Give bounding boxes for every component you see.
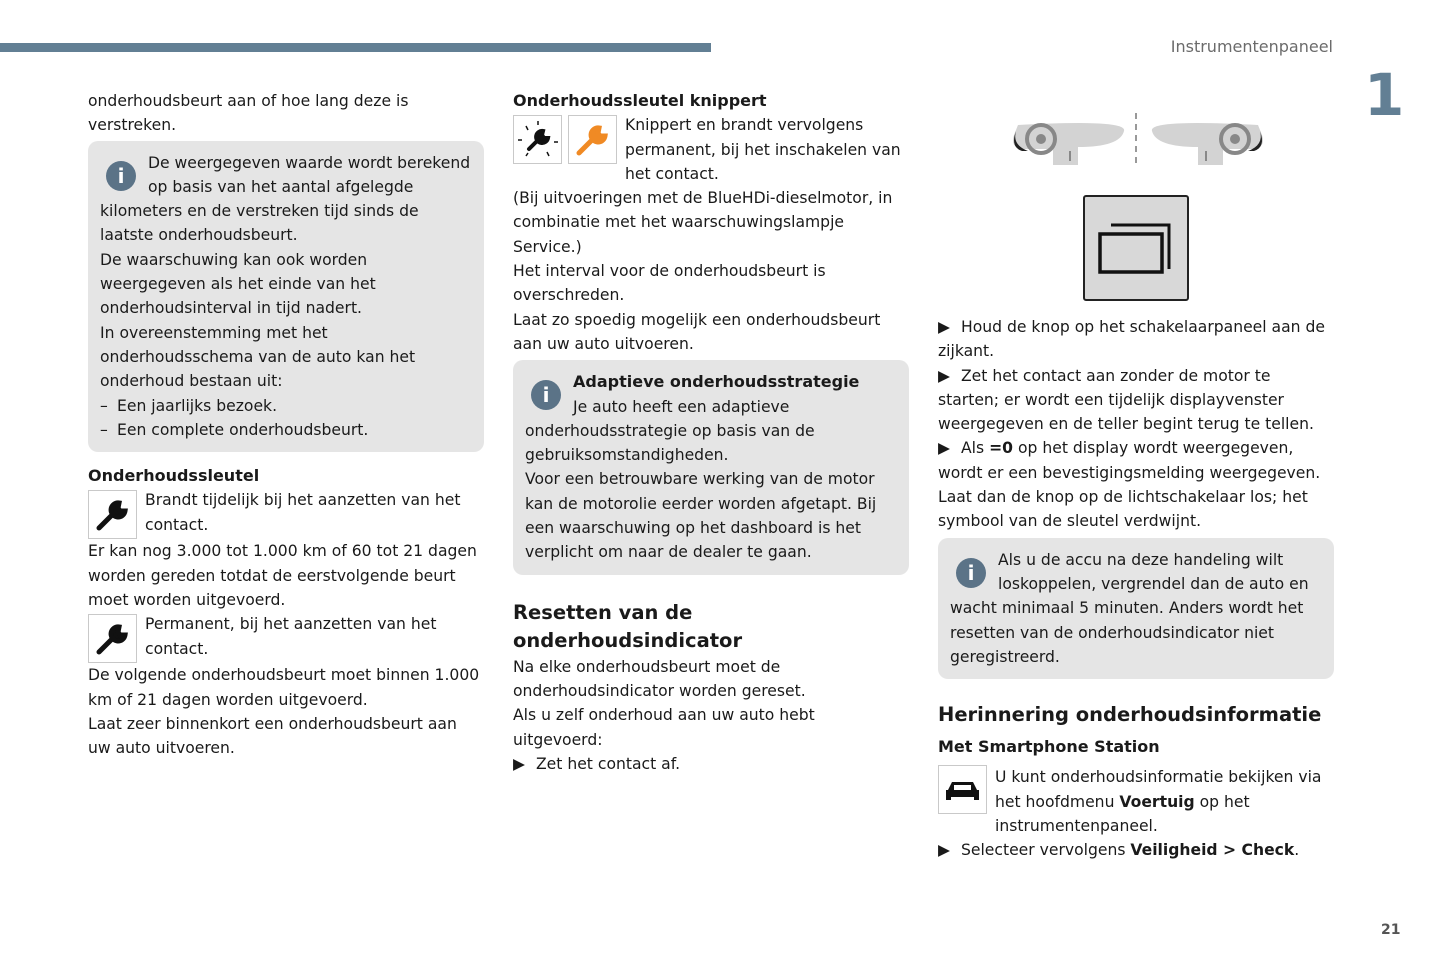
info-list-item: – Een jaarlijks bezoek. <box>100 396 278 415</box>
info-text-2: Voor een betrouwbare werking van de motor kan de motorolie eerder worden afgetapt. Bij een waarschuwing op het dashboard is het verplicht om naar de dealer te gaan. <box>525 470 877 562</box>
blink-text: Knippert en brandt vervolgens permanent, bij het inschakelen van het contact. <box>625 116 901 183</box>
wrench-text-1: Brandt tijdelijk bij het aanzetten van het contact. <box>145 491 461 534</box>
heading-onderhoudssleutel: Onderhoudssleutel <box>88 466 260 486</box>
info-title: Adaptieve onderhoudsstrategie <box>573 372 860 392</box>
column-3 <box>938 107 1334 863</box>
service-note: Laat zo spoedig mogelijk een onderhoudsbeurt aan uw auto uitvoeren. <box>513 310 881 353</box>
wrench-detail-1: Er kan nog 3.000 tot 1.000 km of 60 tot 21 dagen worden gereden totdat de eerstvolgende beurt moet worden uitgevoerd. <box>88 542 477 610</box>
info-text-3: In overeenstemming met het onderhoudsschema van de auto kan het onderhoud bestaan uit: <box>100 323 416 391</box>
smartphone-text: U kunt onderhoudsinformatie bekijken via het hoofdmenu Voertuig op het instrumentenpaneel. <box>995 768 1322 836</box>
reset-text-1: Na elke onderhoudsbeurt moet de onderhoudsindicator worden gereset. <box>513 657 806 700</box>
reset-step-1: ▶ Houd de knop op het schakelaarpaneel aan de zijkant. <box>938 318 1325 361</box>
heading-resetten: Resetten van de onderhoudsindicator <box>513 600 743 652</box>
wrench-icon <box>88 614 137 663</box>
page-number: 21 <box>1381 922 1401 938</box>
intro-line-2: verstreken. <box>88 116 177 135</box>
wrench-detail-3: Laat zeer binnenkort een onderhoudsbeurt aan uw auto uitvoeren. <box>88 714 457 758</box>
display-windows-button-icon <box>1083 195 1189 301</box>
info-box-adaptive <box>513 360 909 574</box>
info-box-accu <box>938 538 1334 679</box>
steering-wheel-lhd-rhd-diagram <box>938 107 1334 177</box>
heading-herinnering: Herinnering onderhoudsinformatie <box>938 703 1322 727</box>
info-icon: i <box>956 558 986 588</box>
column-1 <box>88 89 484 761</box>
header-accent-bar <box>0 43 711 52</box>
reset-step-3: ▶ Als =0 op het display wordt weergegeven, wordt er een bevestigingsmelding weergegeven. Laat dan de knop op de lichtschakelaar los; het symbool van de sleutel verdwijnt. <box>938 439 1321 531</box>
section-title: Instrumentenpaneel <box>1170 37 1333 56</box>
smartphone-step: ▶ Selecteer vervolgens Veiligheid > Check. <box>938 841 1300 860</box>
info-icon: i <box>106 161 136 191</box>
info-text: Als u de accu na deze handeling wilt loskoppelen, vergrendel dan de auto en wacht minimaal 5 minuten. Anders wordt het resetten van de onderhoudsindicator niet geregistreerd. <box>950 550 1309 666</box>
heading-sleutel-knippert: Onderhoudssleutel knippert <box>513 91 767 110</box>
info-text-2: De waarschuwing kan ook worden weergegeven als het einde van het onderhoudsinterval in tijd nadert. <box>100 250 376 318</box>
wrench-blinking-icon <box>513 115 562 164</box>
reset-step: ▶ Zet het contact af. <box>513 754 681 773</box>
info-icon: i <box>531 380 561 410</box>
info-text-1: De weergegeven waarde wordt berekend op basis van het aantal afgelegde kilometers en de verstreken tijd sinds de laatste onderhoudsbeurt. <box>100 153 471 245</box>
info-list-item: – Een complete onderhoudsbeurt. <box>100 420 369 439</box>
wrench-text-2: Permanent, bij het aanzetten van het contact. <box>145 615 437 658</box>
wrench-icon <box>88 490 137 539</box>
info-text-1: Je auto heeft een adaptieve onderhoudsstrategie op basis van de gebruiksomstandigheden. <box>525 397 815 465</box>
bluehdi-note: (Bij uitvoeringen met de BlueHDi-dieselmotor, in combinatie met het waarschuwingslampje Service.) <box>513 189 893 256</box>
car-icon <box>938 765 987 814</box>
subheading-smartphone-station: Met Smartphone Station <box>938 737 1160 757</box>
reset-step-2: ▶ Zet het contact aan zonder de motor te starten; er wordt een tijdelijk displayvenster weergegeven en de teller begint terug te tellen. <box>938 366 1314 434</box>
column-2 <box>513 89 909 776</box>
reset-text-2: Als u zelf onderhoud aan uw auto hebt uitgevoerd: <box>513 706 815 749</box>
info-box <box>88 141 484 453</box>
intro-line-1: onderhoudsbeurt aan of hoe lang deze is <box>88 92 409 110</box>
chapter-number: 1 <box>1364 61 1405 129</box>
interval-note: Het interval voor de onderhoudsbeurt is overschreden. <box>513 262 826 305</box>
wrench-orange-icon <box>568 115 617 164</box>
wrench-detail-2: De volgende onderhoudsbeurt moet binnen 1.000 km of 21 dagen worden uitgevoerd. <box>88 666 480 709</box>
